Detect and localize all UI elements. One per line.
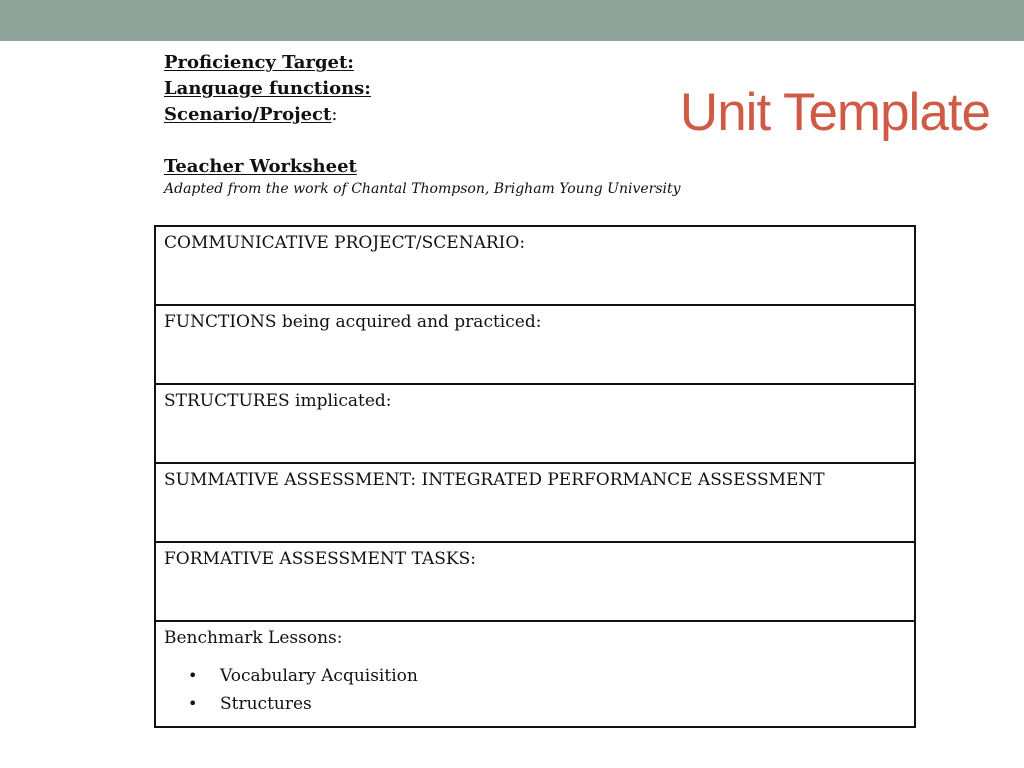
proficiency-target-line — [164, 50, 764, 76]
credit-line: Adapted from the work of Chantal Thompson, Brigham Young University — [164, 181, 681, 197]
formative-assessment-cell: FORMATIVE ASSESSMENT TASKS: — [155, 542, 915, 621]
worksheet-title: Teacher Worksheet — [164, 156, 357, 177]
list-item — [188, 690, 906, 718]
summative-assessment-cell: SUMMATIVE ASSESSMENT: INTEGRATED PERFORMANCE ASSESSMENT — [155, 463, 915, 542]
table-row — [155, 463, 915, 542]
scenario-project-label: Scenario/Project — [164, 104, 332, 125]
proficiency-target-label: Proficiency Target: — [164, 52, 354, 73]
table-row — [155, 542, 915, 621]
structures-cell: STRUCTURES implicated: — [155, 384, 915, 463]
table-row — [155, 226, 915, 305]
benchmark-lessons-cell — [155, 621, 915, 727]
benchmark-lessons-label: Benchmark Lessons: — [164, 628, 343, 648]
table-row — [155, 384, 915, 463]
bullet-icon: • — [188, 694, 198, 713]
list-item — [188, 662, 906, 690]
bullet-icon: • — [188, 666, 198, 685]
functions-cell: FUNCTIONS being acquired and practiced: — [155, 305, 915, 384]
list-item-label: Structures — [220, 694, 312, 714]
worksheet-title-line — [164, 154, 764, 180]
list-item-label: Vocabulary Acquisition — [220, 666, 418, 686]
header-spacer — [164, 128, 764, 154]
table-row — [155, 305, 915, 384]
worksheet-table — [154, 225, 916, 728]
table-row — [155, 621, 915, 727]
benchmark-lessons-list — [164, 662, 906, 718]
scenario-project-colon: : — [331, 104, 338, 125]
language-functions-line — [164, 76, 764, 102]
top-accent-band — [0, 0, 1024, 41]
slide-title: Unit Template — [679, 83, 990, 142]
language-functions-label: Language functions: — [164, 78, 371, 99]
communicative-project-cell: COMMUNICATIVE PROJECT/SCENARIO: — [155, 226, 915, 305]
document-header — [164, 50, 764, 198]
scenario-project-line — [164, 102, 764, 128]
